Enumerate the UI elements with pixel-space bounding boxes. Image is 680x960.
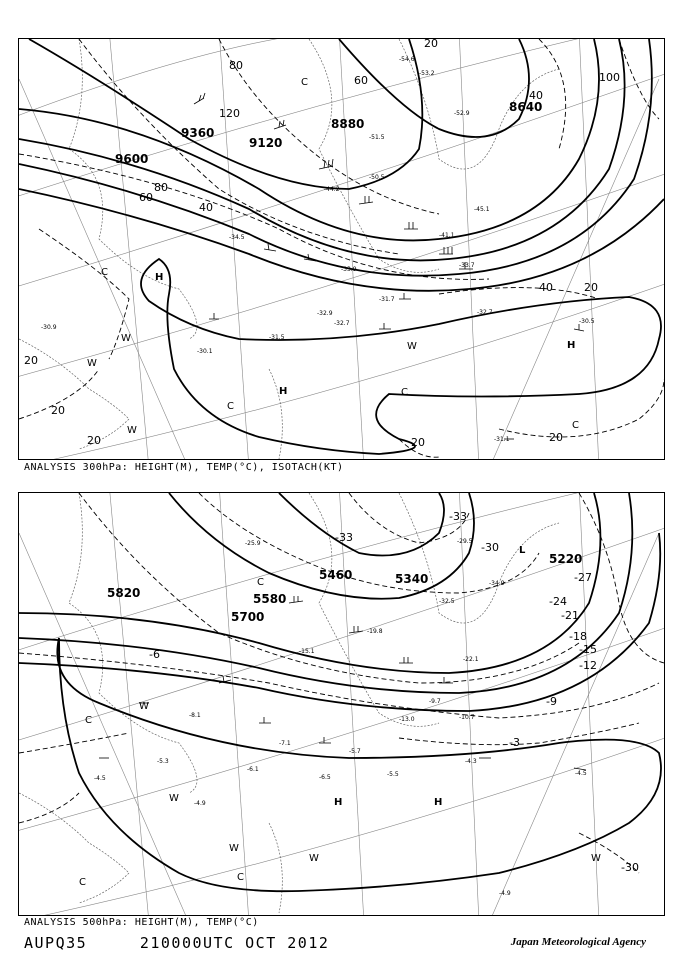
temp-value: -30.5 xyxy=(579,318,595,325)
map-500hpa xyxy=(19,493,664,915)
caption-300hpa: ANALYSIS 300hPa: HEIGHT(M), TEMP(°C), ISOTACH(KT) xyxy=(24,462,344,473)
height-label: 9360 xyxy=(181,126,215,140)
chart-300hpa xyxy=(18,38,665,460)
temp-value: -7.1 xyxy=(279,740,291,747)
caption-500hpa: ANALYSIS 500hPa: HEIGHT(M), TEMP(°C) xyxy=(24,917,259,928)
marker-c: C xyxy=(257,577,264,588)
isotach-label: 20 xyxy=(51,404,65,417)
isotherm-label: -9 xyxy=(546,695,557,708)
temp-value: -32.7 xyxy=(477,309,493,316)
marker-w: W xyxy=(127,425,137,436)
marker-w: W xyxy=(407,341,417,352)
temp-value: -25.9 xyxy=(245,540,261,547)
temp-value: -44.2 xyxy=(324,186,340,193)
temp-value: -4.3 xyxy=(465,758,477,765)
marker-c: C xyxy=(227,401,234,412)
isotherm-label: -15 xyxy=(579,643,597,656)
marker-c: C xyxy=(79,877,86,888)
temp-value: -51.5 xyxy=(369,134,385,141)
chart-500hpa xyxy=(18,492,665,916)
isotherm-label: -12 xyxy=(579,659,597,672)
marker-h: H xyxy=(334,797,343,808)
isotach-label: 80 xyxy=(229,59,243,72)
temp-value: -31.7 xyxy=(379,296,395,303)
isotherm-label: -6 xyxy=(149,648,160,661)
temp-value: -6.1 xyxy=(247,766,259,773)
temp-value: -4.9 xyxy=(499,890,511,897)
temp-value: -30.1 xyxy=(197,348,213,355)
marker-w: W xyxy=(169,793,179,804)
bulletin-code: AUPQ35 xyxy=(24,934,88,952)
height-label: 5820 xyxy=(107,586,141,600)
isotherm-label: -27 xyxy=(574,571,592,584)
isotach-label: 20 xyxy=(424,39,438,50)
isotherm-label: -30 xyxy=(621,861,639,874)
marker-c: C xyxy=(85,715,92,726)
temp-value: -10.7 xyxy=(459,714,475,721)
isotherm-label: -21 xyxy=(561,609,579,622)
marker-w: W xyxy=(309,853,319,864)
isotherm-label: -24 xyxy=(549,595,567,608)
height-label: 5580 xyxy=(253,592,287,606)
isotach-label: 20 xyxy=(87,434,101,447)
temp-value: -41.1 xyxy=(439,232,455,239)
temp-value: -5.7 xyxy=(349,748,361,755)
bulletin-datetime: 210000UTC OCT 2012 xyxy=(139,934,330,952)
isotherms-500 xyxy=(19,493,664,873)
marker-h: H xyxy=(279,386,288,397)
map-300hpa xyxy=(19,39,664,459)
isotherm-label: -33 xyxy=(335,531,353,544)
temp-value: -4.9 xyxy=(194,800,206,807)
marker-w: W xyxy=(139,701,149,712)
temp-value: -53.2 xyxy=(419,70,435,77)
height-label: 5460 xyxy=(319,568,353,582)
agency-name: Japan Meteorological Agency xyxy=(510,936,646,948)
marker-c: C xyxy=(572,420,579,431)
isotach-label: 40 xyxy=(529,89,543,102)
temp-value: -13.0 xyxy=(399,716,415,723)
temp-value: -32.9 xyxy=(317,310,333,317)
temp-value: -32.7 xyxy=(334,320,350,327)
isotherm-label: -33 xyxy=(449,510,467,523)
temp-value: -34.5 xyxy=(229,234,245,241)
isotach-label: 20 xyxy=(411,436,425,449)
marker-c: C xyxy=(237,872,244,883)
isotach-label: 100 xyxy=(599,71,620,84)
temp-value: -54.6 xyxy=(399,56,415,63)
isotherm-label: -30 xyxy=(481,541,499,554)
temp-value: -50.5 xyxy=(369,174,385,181)
marker-l: L xyxy=(519,545,526,556)
isotach-label: 80 xyxy=(154,181,168,194)
isotach-label: 40 xyxy=(539,281,553,294)
temp-value: -34.9 xyxy=(489,580,505,587)
temp-value: -4.5 xyxy=(575,770,587,777)
isotach-label: 20 xyxy=(584,281,598,294)
temp-value: -30.9 xyxy=(41,324,57,331)
temp-value: -5.3 xyxy=(157,758,169,765)
isotach-label: 60 xyxy=(139,191,153,204)
marker-w: W xyxy=(121,333,131,344)
height-label: 5340 xyxy=(395,572,429,586)
temp-value: -8.1 xyxy=(189,712,201,719)
isotach-label: 120 xyxy=(219,107,240,120)
isotach-label: 60 xyxy=(354,74,368,87)
temp-value: -4.5 xyxy=(94,775,106,782)
temp-value: -45.1 xyxy=(474,206,490,213)
isotherm-label: -3 xyxy=(509,736,520,749)
temp-value: -22.1 xyxy=(463,656,479,663)
marker-c: C xyxy=(101,267,108,278)
isotherm-label: -18 xyxy=(569,630,587,643)
temp-value: -31.5 xyxy=(269,334,285,341)
height-label: 8640 xyxy=(509,100,543,114)
temp-value: -52.9 xyxy=(454,110,470,117)
bulletin-header xyxy=(24,934,329,952)
isotach-label: 20 xyxy=(549,431,563,444)
temp-value: -5.5 xyxy=(387,771,399,778)
marker-h: H xyxy=(567,340,576,351)
marker-w: W xyxy=(591,853,601,864)
height-label: 9120 xyxy=(249,136,283,150)
height-label: 5700 xyxy=(231,610,265,624)
temp-value: -6.5 xyxy=(319,774,331,781)
temp-value: -19.8 xyxy=(367,628,383,635)
isotach-label: 20 xyxy=(24,354,38,367)
marker-h: H xyxy=(434,797,443,808)
temp-value: -9.7 xyxy=(429,698,441,705)
isotach-label: 40 xyxy=(199,201,213,214)
temp-value: -33.9 xyxy=(341,266,357,273)
marker-c: C xyxy=(401,387,408,398)
marker-w: W xyxy=(87,358,97,369)
marker-w: W xyxy=(229,843,239,854)
temp-value: -32.5 xyxy=(439,598,455,605)
height-label: 5220 xyxy=(549,552,583,566)
height-label: 9600 xyxy=(115,152,149,166)
temp-value: -33.7 xyxy=(459,262,475,269)
temp-value: -15.1 xyxy=(299,648,315,655)
marker-h: H xyxy=(155,272,164,283)
temp-value: -29.5 xyxy=(457,538,473,545)
temp-value: -31.1 xyxy=(494,436,510,443)
height-label: 8880 xyxy=(331,117,365,131)
marker-c: C xyxy=(301,77,308,88)
